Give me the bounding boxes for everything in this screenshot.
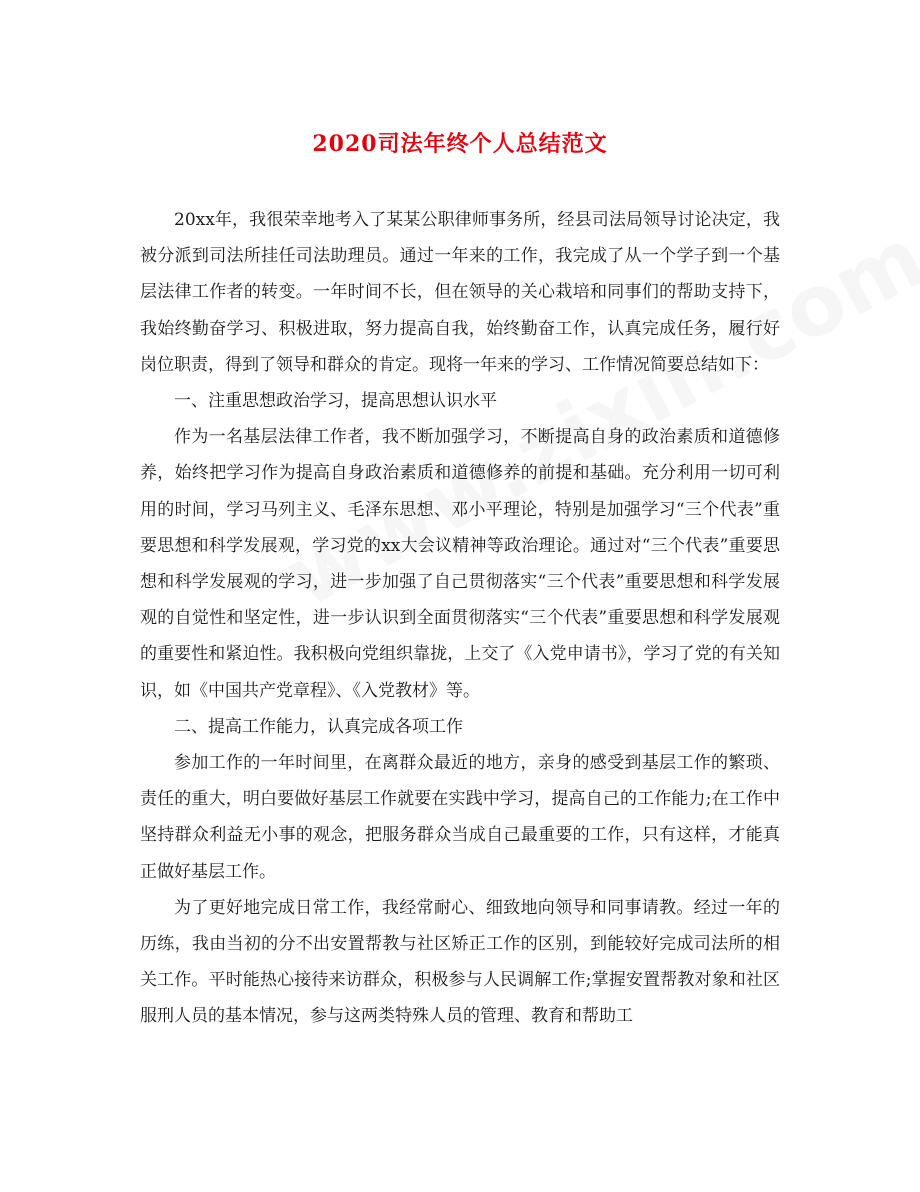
section-heading-2: 二、提高工作能力，认真完成各项工作 xyxy=(174,716,463,737)
paragraph-work-experience: 参加工作的一年时间里，在离群众最近的地方，亲身的感受到基层工作的繁琐、责任的重大，明白要做好基层工作就要在实践中学习，提高自己的工作能力;在工作中坚持群众利益无小事的观念，把服务群众当成自己最重要的工作，只有这样，才能真正做好基层工作。 xyxy=(140,753,780,882)
section-heading-1: 一、注重思想政治学习，提高思想认识水平 xyxy=(174,391,497,412)
document-body xyxy=(140,202,780,1035)
paragraph-political-study: 作为一名基层法律工作者，我不断加强学习，不断提高自身的政治素质和道德修养，始终把学习作为提高自身政治素质和道德修养的前提和基础。充分利用一切可利用的时间，学习马列主义、毛泽东思想、邓小平理论，特别是加强学习“三个代表”重要思想和科学发展观，学习党的xx大会议精神等政治理论。通过对“三个代表”重要思想和科学发展观的学习，进一步加强了自己贯彻落实“三个代表”重要思想和科学发展观的自觉性和坚定性，进一步认识到全面贯彻落实“三个代表”重要思想和科学发展观的重要性和紧迫性。我积极向党组织靠拢，上交了《入党申请书》，学习了党的有关知识，如《中国共产党章程》、《入党教材》等。 xyxy=(140,427,780,701)
paragraph-daily-work: 为了更好地完成日常工作，我经常耐心、细致地向领导和同事请教。经过一年的历练，我由当初的分不出安置帮教与社区矫正工作的区别，到能较好完成司法所的相关工作。平时能热心接待来访群众，积极参与人民调解工作;掌握安置帮教对象和社区服刑人员的基本情况，参与这两类特殊人员的管理、教育和帮助工 xyxy=(140,897,780,1027)
document-title: 2020司法年终个人总结范文 xyxy=(312,131,608,157)
paragraph-intro: 20xx年，我很荣幸地考入了某某公职律师事务所，经县司法局领导讨论决定，我被分派到司法所挂任司法助理员。通过一年来的工作，我完成了从一个学子到一个基层法律工作者的转变。一年时间不长，但在领导的关心栽培和同事们的帮助支持下，我始终勤奋学习、积极进取，努力提高自我，始终勤奋工作，认真完成任务，履行好岗位职责，得到了领导和群众的肯定。现将一年来的学习、工作情况简要总结如下： xyxy=(140,210,780,375)
